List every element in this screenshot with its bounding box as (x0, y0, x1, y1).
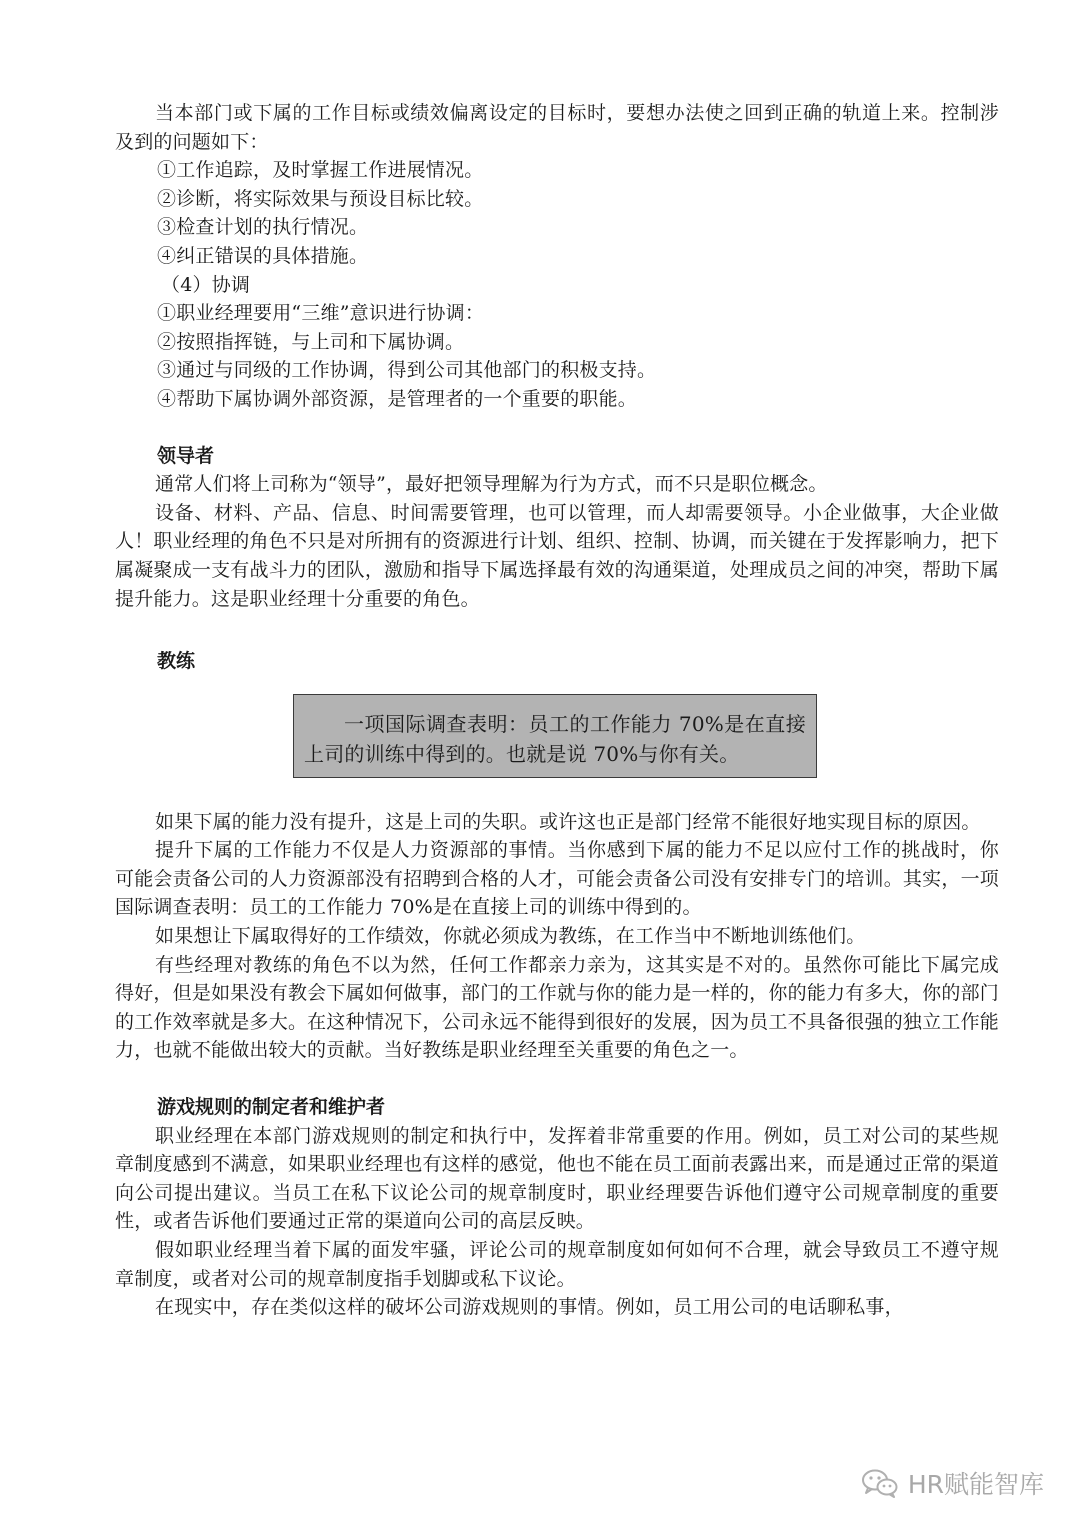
paragraph: 通常人们将上司称为“领导”，最好把领导理解为行为方式，而不只是职位概念。 (155, 473, 828, 496)
list-item: ③检查计划的执行情况。 (157, 216, 369, 239)
paragraph: 提升下属的工作能力不仅是人力资源部的事情。当你感到下属的能力不足以应付工作的挑战时，你可能会责备公司的人力资源部没有招聘到合格的人才，可能会责备公司没有安排专门的培训。其实，一项国际调查表明：员工的工作能力 70%是在直接上司的训练中得到的。 (115, 839, 999, 919)
section-heading-coach: 教练 (157, 650, 196, 673)
watermark-text: HR赋能智库 (907, 1470, 1044, 1499)
paragraph: 在现实中，存在类似这样的破坏公司游戏规则的事情。例如，员工用公司的电话聊私事， (155, 1296, 904, 1319)
paragraph: 职业经理在本部门游戏规则的制定和执行中，发挥着非常重要的作用。例如，员工对公司的某些规章制度感到不满意，如果职业经理也有这样的感觉，他也不能在员工面前表露出来，而是通过正常的渠道向公司提出建议。当员工在私下议论公司的规章制度时，职业经理要告诉他们遵守公司规章制度的重要性，或者告诉他们要通过正常的渠道向公司的高层反映。 (115, 1124, 999, 1233)
wechat-icon (860, 1467, 900, 1499)
paragraph: 假如职业经理当着下属的面发牢骚，评论公司的规章制度如何如何不合理，就会导致员工不遵守规章制度，或者对公司的规章制度指手划脚或私下议论。 (115, 1239, 999, 1290)
watermark (860, 1465, 1044, 1501)
paragraph: 如果下属的能力没有提升，这是上司的失职。或许这也正是部门经常不能很好地实现目标的原因。 (155, 810, 981, 833)
section-title-coordination: （4）协调 (161, 273, 251, 296)
callout-text: 一项国际调查表明：员工的工作能力 70%是在直接上司的训练中得到的。也就是说 70%与你有关。 (304, 711, 806, 766)
list-item: ②诊断，将实际效果与预设目标比较。 (157, 187, 484, 210)
intro-paragraph: 当本部门或下属的工作目标或绩效偏离设定的目标时，要想办法使之回到正确的轨道上来。控制涉及到的问题如下： (115, 102, 999, 153)
list-item: ①职业经理要用“三维”意识进行协调： (157, 302, 485, 325)
callout-box (293, 694, 817, 778)
paragraph: 有些经理对教练的角色不以为然，任何工作都亲力亲为，这其实是不对的。虽然你可能比下属完成得好，但是如果没有教会下属如何做事，部门的工作就与你的能力是一样的，你的能力有多大，你的部门的工作效率就是多大。在这种情况下，公司永远不能得到很好的发展，因为员工不具备很强的独立工作能力，也就不能做出较大的贡献。当好教练是职业经理至关重要的角色之一。 (115, 953, 999, 1062)
list-item: ④帮助下属协调外部资源，是管理者的一个重要的职能。 (157, 387, 638, 410)
list-item: ④纠正错误的具体措施。 (157, 244, 369, 267)
section-heading-leader: 领导者 (157, 444, 215, 467)
paragraph: 设备、材料、产品、信息、时间需要管理，也可以管理，而人却需要领导。小企业做事，大企业做人！职业经理的角色不只是对所拥有的资源进行计划、组织、控制、协调，而关键在于发挥影响力，把下属凝聚成一支有战斗力的团队，激励和指导下属选择最有效的沟通渠道，处理成员之间的冲突，帮助下属提升能力。这是职业经理十分重要的角色。 (115, 501, 999, 610)
list-item: ②按照指挥链，与上司和下属协调。 (157, 330, 465, 353)
document-page (115, 99, 999, 1322)
paragraph: 如果想让下属取得好的工作绩效，你就必须成为教练，在工作当中不断地训练他们。 (155, 925, 866, 948)
section-heading-rules: 游戏规则的制定者和维护者 (157, 1096, 386, 1119)
list-item: ③通过与同级的工作协调，得到公司其他部门的积极支持。 (157, 359, 657, 382)
list-item: ①工作追踪，及时掌握工作进展情况。 (157, 159, 484, 182)
